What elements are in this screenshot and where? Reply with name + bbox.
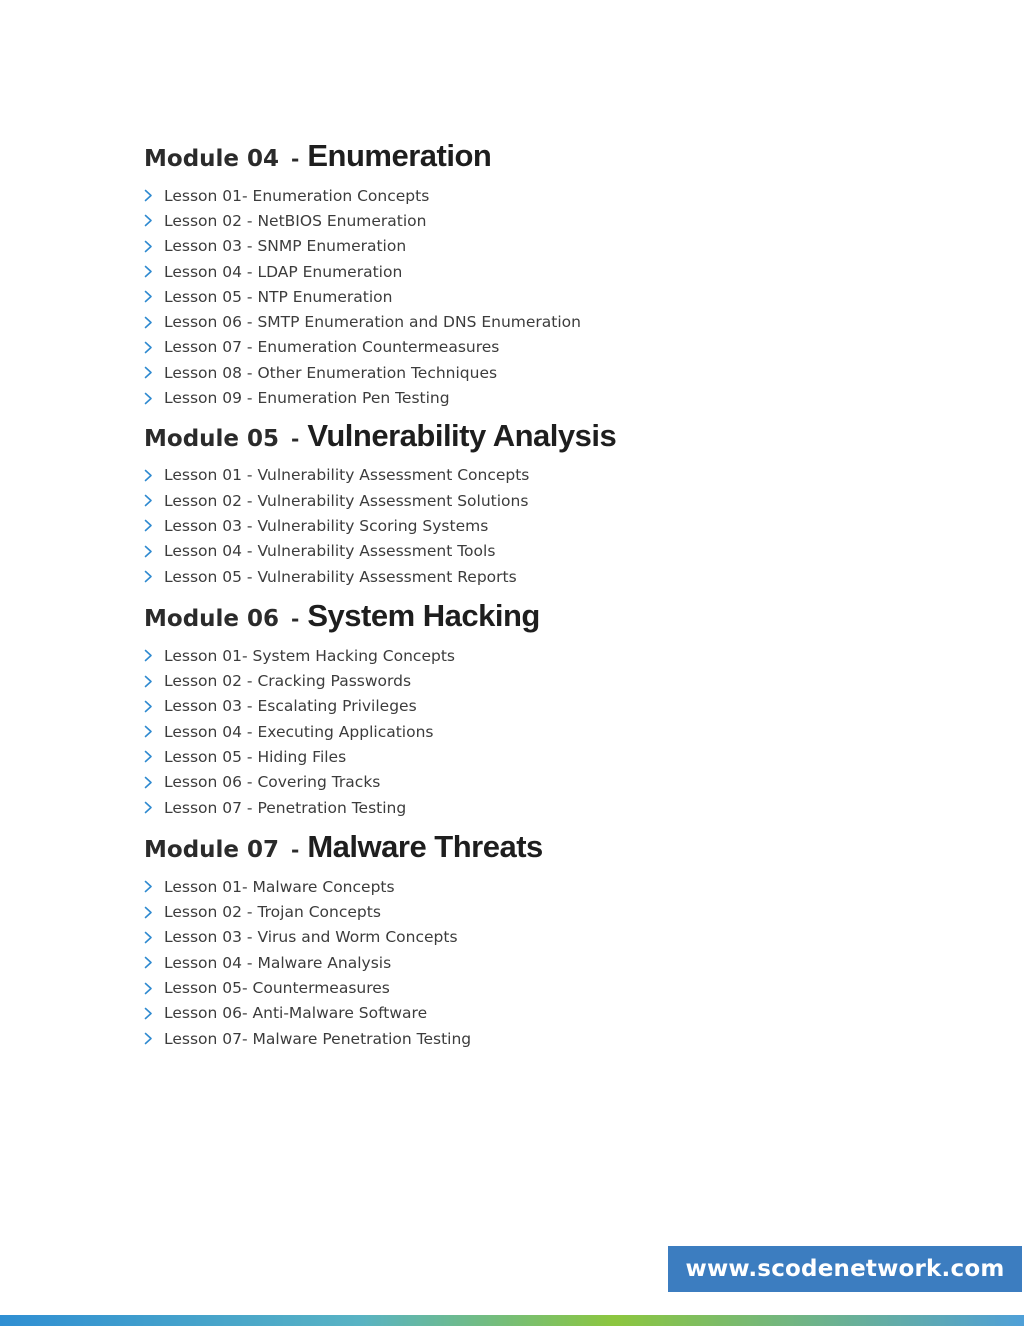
module-separator: - [291, 426, 300, 451]
lesson-item [144, 1001, 964, 1026]
website-badge[interactable] [668, 1246, 1022, 1292]
lesson-title: Lesson 06- Anti-Malware Software [164, 1004, 428, 1023]
lesson-item [144, 513, 964, 538]
lesson-item [144, 719, 964, 744]
lesson-title: Lesson 04 - Executing Applications [164, 722, 434, 741]
module-heading [144, 138, 964, 176]
lesson-item [144, 360, 964, 385]
chevron-right-icon [144, 290, 164, 303]
chevron-right-icon [144, 494, 164, 507]
chevron-right-icon [144, 982, 164, 995]
module-number: Module 06 [144, 606, 280, 633]
lesson-item [144, 925, 964, 950]
chevron-right-icon [144, 906, 164, 919]
chevron-right-icon [144, 240, 164, 253]
chevron-right-icon [144, 1007, 164, 1020]
lesson-item [144, 309, 964, 334]
chevron-right-icon [144, 469, 164, 482]
website-url[interactable]: www.scodenetwork.com [685, 1256, 1005, 1282]
lesson-title: Lesson 01- System Hacking Concepts [164, 646, 455, 665]
module-05 [144, 418, 964, 589]
lesson-title: Lesson 09 - Enumeration Pen Testing [164, 389, 450, 408]
lesson-item [144, 463, 964, 488]
lesson-title: Lesson 05 - Hiding Files [164, 747, 347, 766]
module-separator: - [291, 147, 300, 171]
chevron-right-icon [144, 265, 164, 278]
lesson-item [144, 488, 964, 513]
module-title: Malware Threats [307, 829, 543, 865]
lesson-title: Lesson 02 - Cracking Passwords [164, 672, 412, 691]
module-04 [144, 138, 964, 411]
module-title: Enumeration [307, 138, 492, 173]
lesson-title: Lesson 03 - SNMP Enumeration [164, 237, 407, 256]
module-number: Module 04 [144, 146, 280, 172]
lesson-item [144, 335, 964, 360]
chevron-right-icon [144, 956, 164, 969]
lesson-item [144, 900, 964, 925]
lesson-item [144, 950, 964, 975]
lesson-title: Lesson 01- Malware Concepts [164, 877, 395, 896]
lesson-item [144, 284, 964, 309]
module-separator: - [291, 838, 300, 863]
module-heading [144, 598, 964, 636]
lesson-item [144, 564, 964, 589]
module-07 [144, 829, 964, 1051]
lesson-list [144, 463, 964, 589]
module-heading [144, 829, 964, 867]
lesson-title: Lesson 02 - Trojan Concepts [164, 903, 381, 922]
lesson-list [144, 183, 964, 411]
lesson-title: Lesson 05- Countermeasures [164, 979, 390, 998]
lesson-title: Lesson 04 - Vulnerability Assessment Tools [164, 542, 496, 561]
lesson-title: Lesson 07 - Enumeration Countermeasures [164, 338, 500, 357]
module-title: System Hacking [307, 598, 540, 634]
lesson-item [144, 183, 964, 208]
chevron-right-icon [144, 392, 164, 405]
lesson-title: Lesson 01 - Vulnerability Assessment Concepts [164, 466, 530, 485]
lesson-title: Lesson 03 - Escalating Privileges [164, 697, 417, 716]
lesson-item [144, 744, 964, 769]
chevron-right-icon [144, 570, 164, 583]
chevron-right-icon [144, 545, 164, 558]
chevron-right-icon [144, 725, 164, 738]
lesson-item [144, 643, 964, 668]
lesson-title: Lesson 02 - NetBIOS Enumeration [164, 211, 427, 230]
module-separator: - [291, 607, 300, 632]
chevron-right-icon [144, 366, 164, 379]
lesson-title: Lesson 04 - Malware Analysis [164, 953, 392, 972]
chevron-right-icon [144, 675, 164, 688]
lesson-item [144, 975, 964, 1000]
lesson-item [144, 694, 964, 719]
lesson-item [144, 259, 964, 284]
footer-gradient-bar [0, 1315, 1024, 1326]
lesson-item [144, 539, 964, 564]
lesson-title: Lesson 02 - Vulnerability Assessment Solutions [164, 491, 529, 510]
lesson-title: Lesson 01- Enumeration Concepts [164, 186, 430, 205]
chevron-right-icon [144, 776, 164, 789]
lesson-title: Lesson 08 - Other Enumeration Techniques [164, 363, 498, 382]
lesson-title: Lesson 05 - Vulnerability Assessment Reports [164, 567, 517, 586]
chevron-right-icon [144, 189, 164, 202]
chevron-right-icon [144, 700, 164, 713]
chevron-right-icon [144, 649, 164, 662]
course-outline [144, 138, 964, 1051]
lesson-item [144, 770, 964, 795]
chevron-right-icon [144, 801, 164, 814]
lesson-title: Lesson 05 - NTP Enumeration [164, 287, 393, 306]
lesson-title: Lesson 07 - Penetration Testing [164, 798, 407, 817]
module-number: Module 05 [144, 425, 280, 452]
chevron-right-icon [144, 750, 164, 763]
module-number: Module 07 [144, 837, 280, 864]
lesson-item [144, 234, 964, 259]
lesson-item [144, 1026, 964, 1051]
lesson-title: Lesson 06 - Covering Tracks [164, 773, 381, 792]
chevron-right-icon [144, 519, 164, 532]
lesson-title: Lesson 04 - LDAP Enumeration [164, 262, 403, 281]
module-06 [144, 598, 964, 820]
lesson-list [144, 643, 964, 820]
lesson-title: Lesson 07- Malware Penetration Testing [164, 1029, 472, 1048]
lesson-title: Lesson 06 - SMTP Enumeration and DNS Enumeration [164, 313, 581, 332]
chevron-right-icon [144, 931, 164, 944]
lesson-title: Lesson 03 - Vulnerability Scoring Systems [164, 516, 489, 535]
lesson-item [144, 208, 964, 233]
chevron-right-icon [144, 214, 164, 227]
lesson-item [144, 668, 964, 693]
chevron-right-icon [144, 316, 164, 329]
lesson-item [144, 874, 964, 899]
module-title: Vulnerability Analysis [307, 417, 617, 453]
lesson-list [144, 874, 964, 1051]
chevron-right-icon [144, 880, 164, 893]
chevron-right-icon [144, 341, 164, 354]
lesson-item [144, 795, 964, 820]
chevron-right-icon [144, 1032, 164, 1045]
lesson-title: Lesson 03 - Virus and Worm Concepts [164, 928, 458, 947]
module-heading [144, 418, 964, 456]
lesson-item [144, 385, 964, 410]
